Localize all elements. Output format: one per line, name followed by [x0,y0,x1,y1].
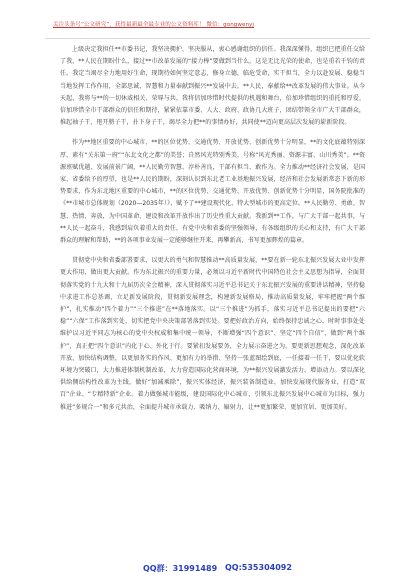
header-promo-text[interactable]: 关注头条号“公文研究”，获得最新最全最专业的公文资料库！ 微信：gongwenyj [53,22,255,28]
footer-qq-number: QQ:535304092 [225,563,292,572]
footer-qq-group: QQ群：31991489 [143,564,218,573]
document-body [60,44,365,559]
paragraph-1: 上级决定我担任**市委书记，我坚决拥护、坚决服从，衷心感谢组织的信任。我深深懂得，组织已把重任交给了我，**人民在期盼什么，接过**市改革发展的“接力棒”要做到当什么。这是无比光荣的使命，也是重若千钧的责任。我定当竭尽全力地用好生命，现期待如何坚定意志、修身立德，临危受命，实干担当，全力以赴发展、稳稳当当地发挥工作作用，全部思诚、智慧和力量奉献到振兴**发展中去。**人民，奉献给**改革发展的伟大事业。从今天起，我将与**的一切休戚相关、荣辱与共，我将信加珍惜时代提供的机遇和舞台，倍加珍惜组织的重托和厚爱，倍加珍惜全市干部群众的信任和期待，紧紧依靠市委、人大、政府、政协几大班子，团结带领全市广大干部群众，推起袖子干，甩开膀子干，扑下身子干，竭尽全力把**的事情办好，共同使**迈向更高层次发展的崭新阶段。 [60,46,365,127]
paragraph-2: 作为**地区重要的中心城市，**的区位优势、交通优势、开放优势、创新优势十分明显，**的文化底蕴特别深厚，素有“关东第一府”“东北文化之都”的美誉；自然风光特别秀美，号称“风光秀丽、资源丰富、山川秀美”。**资源禀赋优越、发展前景广阔，**人民勤劳智慧、淳朴善良，干部有担当、敢作为。全力推动**经济社会发展，是国家、省委给予的厚望，也是**人民的期盼，深刻认识到东北老工业基地振兴发展，经济和社会发展新常态下新的形势要求，作为东北地区重要的中心城市，**的区位优势、交通优势、开放优势、创新优势十分明显，国务院批准的《**市城市总体规划（2020—2035年）》，赋予了**建设现代化、特大型城市的更高定位。**人民勤劳、勇敢、智慧、热情、奔放，为中国革命、建设和改革开放作出了历史性重大贡献。我新到**工作，与广大干部一起共事，与**人民一起奋斗，我感到肩负着重大的责任，有党中央和省委的坚强领导，有各级组织的关心和支持，有广大干部群众的理解和帮助，**的各项事业发展一定能够继往开来、再攀新高，书写更加辉煌的篇章。 [60,139,365,245]
page-footer [0,563,408,577]
page-header [45,14,370,39]
paragraph-3: 贯彻党中央和省委部署要求，以更大的勇气和智慧推动**高质量发展，**要在新一轮东北振兴发展大业中发挥更大作用，做出更大贡献。作为东北振兴的重要力量，必须以习近平新时代中国特色社会主义思想为指导，全面贯彻落实党的十九大和十九届历次全会精神，深入贯彻落实习近平总书记关于东北振兴发展的重要讲话精神，坚持稳中求进工作总基调，立足新发展阶段，贯彻新发展理念，构建新发展格局，推动高质量发展，牢牢把握“两个维护”，扎实推动“四个着力”“三个推进”在**落地落实。以“三个推进”为抓手，落实习近平总书记提出的要把“六稳”“六保”工作落到实处，切实把党中央决策部署落到实处。要把好政治方向，始终保持忠诚之心，时时事事处处维护以习近平同志为核心的党中央权威和集中统一领导，不断增强“四个意识”、坚定“四个自信”、做到“两个维护”，真正把“四个意识”内化于心、外化于行。要紧扣发展要务，全力展示奋进之为。要更新思想观念，深化改革开放，加快结构调整，以更加务实的作风、更加有力的举措、坚持一张蓝图绘到底，一任接着一任干，要以优化软环境为突破口，大力推进体制机制改革，大力营造国际化营商环境，为**振兴发展激发活力、增添动力。要以深化供给侧结构性改革为主线，做好“加减乘除”，振兴实体经济，振兴装备制造业，加快发展现代服务业，打造“双百”企业、“专精特新”企业。着力做强城市能级，建设国际化中心城市，引领东北振兴发展中心城市为目标，强力推进“多规合一”和多元共治，全面提升城市承载力、吸纳力、辐射力，让**更加繁荣、更加宜居、更加美好。 [60,257,365,411]
